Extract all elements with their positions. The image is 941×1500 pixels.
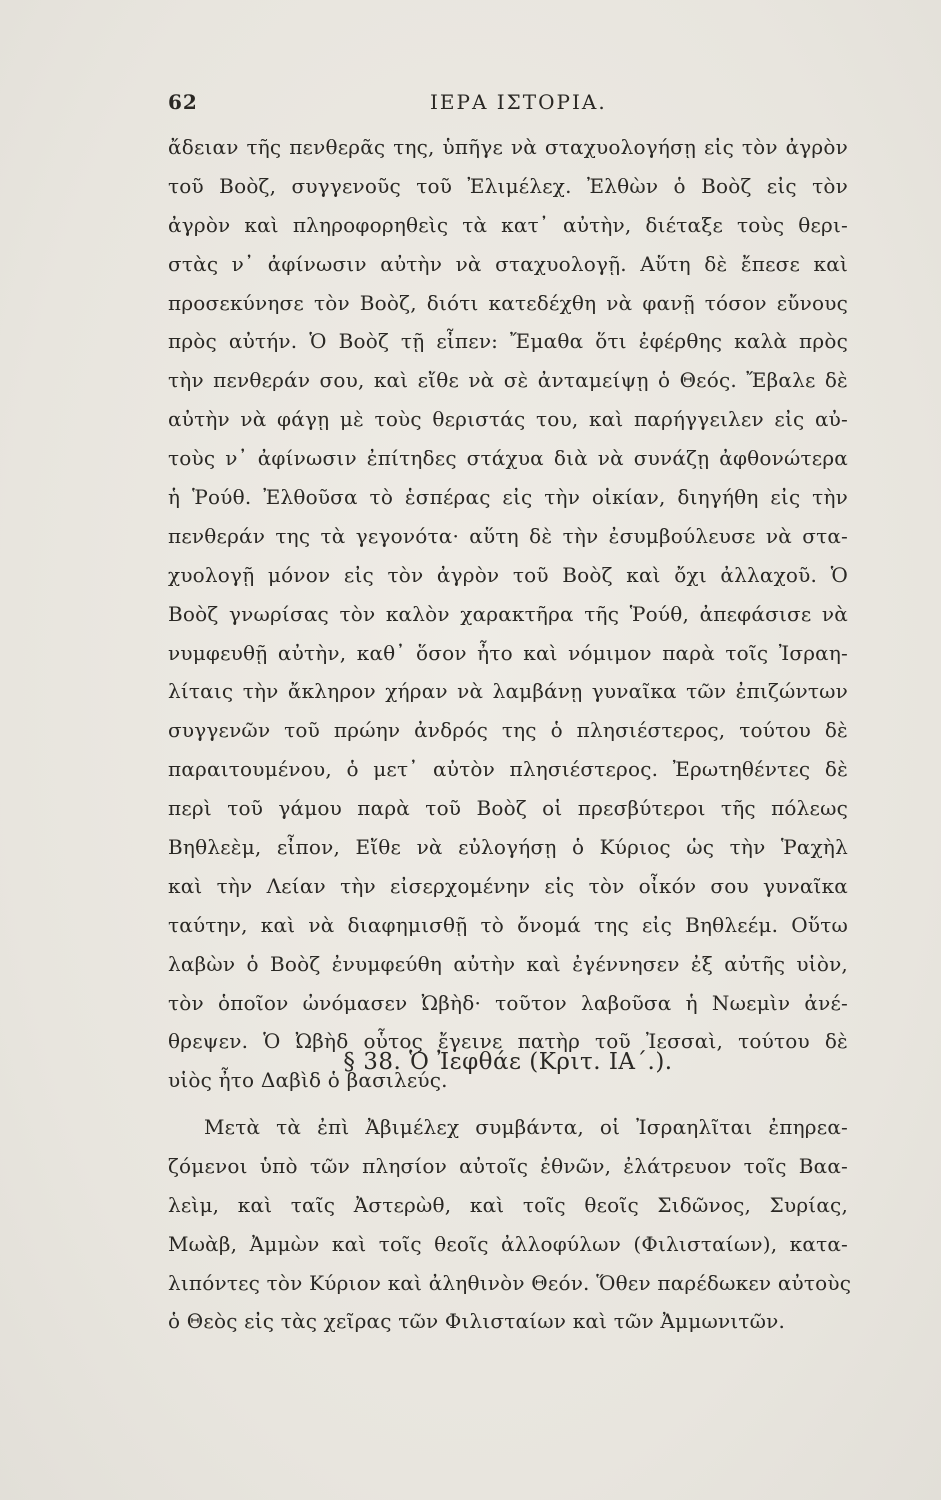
text-line: Βηθλεὲμ, εἶπον, Εἴθε νὰ εὐλογήσῃ ὁ Κύριος ὡς τὴν Ῥαχὴλ [168,835,848,860]
text-line: στὰς ν᾽ ἀφίνωσιν αὐτὴν νὰ σταχυολογῇ. Αὕτη δὲ ἔπεσε καὶ [168,251,848,276]
text-line: Μωὰβ, Ἀμμὼν καὶ τοῖς θεοῖς ἀλλοφύλων (Φιλισταίων), κατα- [168,1231,848,1256]
text-line: παραιτουμένου, ὁ μετ᾽ αὐτὸν πλησιέστερος. Ἐρωτηθέντες δὲ [168,757,848,782]
text-line: ζόμενοι ὑπὸ τῶν πλησίον αὐτοῖς ἐθνῶν, ἐλάτρευον τοῖς Βαα- [168,1153,848,1178]
text-line: λεὶμ, καὶ ταῖς Ἀστερὼθ, καὶ τοῖς θεοῖς Σιδῶνος, Συρίας, [168,1192,848,1217]
text-line: Βοὸζ γνωρίσας τὸν καλὸν χαρακτῆρα τῆς Ῥούθ, ἀπεφάσισε νὰ [168,601,848,626]
text-line: τὸν ὁποῖον ὠνόμασεν Ὠβὴδ· τοῦτον λαβοῦσα ἡ Νωεμὶν ἀνέ- [168,990,848,1015]
text-line: ἡ Ῥούθ. Ἐλθοῦσα τὸ ἑσπέρας εἰς τὴν οἰκίαν, διηγήθη εἰς τὴν [168,485,848,510]
text-line: λιπόντες τὸν Κύριον καὶ ἀληθινὸν Θεόν. Ὅθεν παρέδωκεν αὐτοὺς [168,1270,852,1295]
text-line: προσεκύνησε τὸν Βοὸζ, διότι κατεδέχθη νὰ φανῇ τόσον εὔνους [168,290,848,315]
text-line: τοὺς ν᾽ ἀφίνωσιν ἐπίτηδες στάχυα διὰ νὰ συνάζῃ ἀφθονώτερα [168,446,848,471]
text-line: ἄδειαν τῆς πενθερᾶς της, ὑπῆγε νὰ σταχυολογήσῃ εἰς τὸν ἀγρὸν [168,135,848,159]
text-line: λίταις τὴν ἄκληρον χήραν νὰ λαμβάνῃ γυναῖκα τῶν ἐπιζώντων [168,679,848,704]
text-line: λαβὼν ὁ Βοὸζ ἐνυμφεύθη αὐτὴν καὶ ἐγέννησεν ἐξ αὐτῆς υἱὸν, [168,951,848,976]
text-line: καὶ τὴν Λείαν τὴν εἰσερχομένην εἰς τὸν οἶκόν σου γυναῖκα [168,873,848,898]
text-line: ταύτην, καὶ νὰ διαφημισθῇ τὸ ὄνομά της εἰς Βηθλεέμ. Οὕτω [168,912,848,937]
text-line: τοῦ Βοὸζ, συγγενοῦς τοῦ Ἐλιμέλεχ. Ἐλθὼν ὁ Βοὸζ εἰς τὸν [168,173,848,198]
paragraph-jephthah [168,1108,852,1341]
page-number: 62 [168,90,198,114]
text-line: χυολογῇ μόνον εἰς τὸν ἀγρὸν τοῦ Βοὸζ καὶ ὄχι ἀλλαχοῦ. Ὁ [168,562,848,587]
running-title: ΙΕΡΑ ΙΣΤΟΡΙΑ. [430,90,607,114]
text-line: πρὸς αὐτήν. Ὁ Βοὸζ τῇ εἶπεν: Ἔμαθα ὅτι ἐφέρθης καλὰ πρὸς [168,329,848,354]
running-head [168,90,848,120]
text-line: αὐτὴν νὰ φάγῃ μὲ τοὺς θεριστάς του, καὶ παρήγγειλεν εἰς αὐ- [168,407,848,432]
text-line: θρεψεν. Ὁ Ὠβὴδ οὗτος ἔγεινε πατὴρ τοῦ Ἰεσσαὶ, τούτου δὲ [168,1029,848,1054]
text-line: νυμφευθῇ αὐτὴν, καθ᾽ ὅσον ἦτο καὶ νόμιμον παρὰ τοῖς Ἰσραη- [168,640,848,665]
text-line: Μετὰ τὰ ἐπὶ Ἀβιμέλεχ συμβάντα, οἱ Ἰσραηλῖται ἐπηρεα- [204,1115,848,1139]
text-line: τὴν πενθεράν σου, καὶ εἴθε νὰ σὲ ἀνταμείψῃ ὁ Θεός. Ἔβαλε δὲ [168,368,848,393]
section-heading: § 38. Ὁ Ἰεφθάε (Κριτ. ΙΑ΄.). [343,1049,673,1075]
paragraph-ruth [168,128,848,1100]
text-line: πενθεράν της τὰ γεγονότα· αὕτη δὲ τὴν ἐσυμβούλευσε νὰ στα- [168,523,848,548]
text-line: ὁ Θεὸς εἰς τὰς χεῖρας τῶν Φιλισταίων καὶ τῶν Ἀμμωνιτῶν. [168,1309,786,1334]
text-line: υἱὸς ἦτο Δαβὶδ ὁ βασιλεύς. [168,1068,448,1093]
text-line: ἀγρὸν καὶ πληροφορηθεὶς τὰ κατ᾽ αὐτὴν, διέταξε τοὺς θερι- [168,212,848,237]
text-line: συγγενῶν τοῦ πρώην ἀνδρός της ὁ πλησιέστερος, τούτου δὲ [168,718,848,743]
text-line: περὶ τοῦ γάμου παρὰ τοῦ Βοὸζ οἱ πρεσβύτεροι τῆς πόλεως [168,796,848,821]
